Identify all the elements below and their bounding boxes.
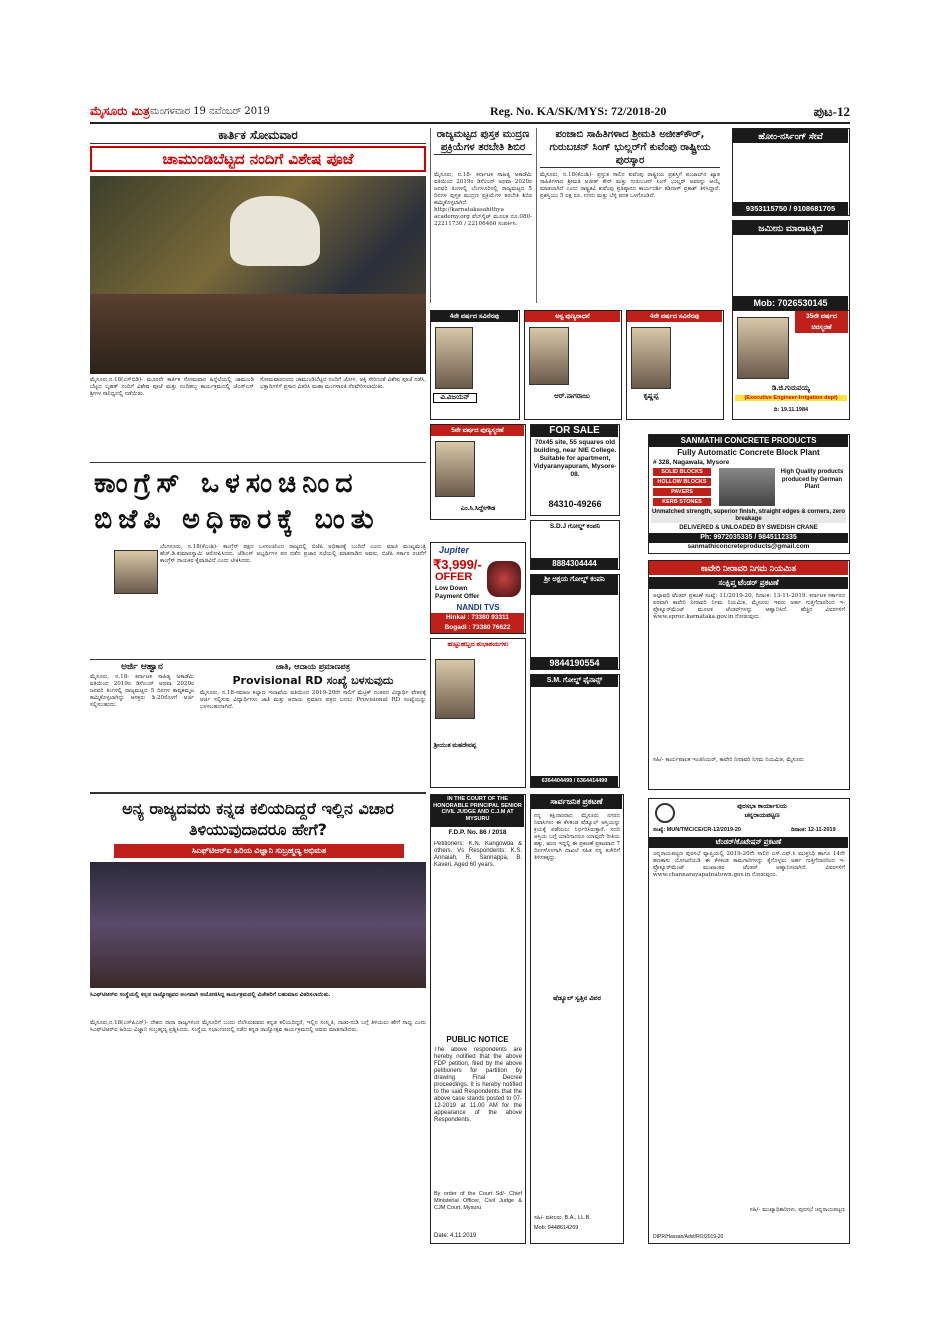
jupiter-price: ₹3,999/- [433, 557, 482, 572]
lead-body-left: ಮೈಸೂರು,ನ.18(ಎಸ್‌ಬಿಡಿ)- ಮೂರನೇ ಕಾರ್ತಿಕ ಸೋಮವಾರ ಹಿನ್ನೆಲೆಯಲ್ಲಿ ಚಾಮುಂಡಿ ಬೆಟ್ಟದ ಬೃಹತ್ ನಂದಿಗೆ ವಿಶೇಷ ಪೂಜೆ ಮತ್ತು ನಂದಿಹಬ್ಬ ಕಾರ್ಯಕ್ರಮದಲ್ಲಿ ಜೆಎಸ್‌ಎಸ್ ಶ್ರೀಗಳ ಸಾನಿಧ್ಯದಲ್ಲಿ ನಡೆಯಿತು. [90, 377, 254, 397]
memorial-designation: (Executive Engineer-Irrigation dept) [735, 395, 847, 401]
cauvery-title: ಕಾವೇರಿ ನೀರಾವರಿ ನಿಗಮ ನಿಯಮಿತ [649, 561, 848, 575]
memorial-name: ಆರ್.ನಾಗರಾಜು [554, 393, 590, 400]
jupiter-offer: OFFER [435, 571, 473, 583]
congress-body: ಬೆಂಗಳೂರು, ನ.18(ಕೆಎಂಶಿ)- ಕಾಂಗ್ರೆಸ್ ಪಕ್ಷದ ಒಳಸಂಚಿನಿಂದ ರಾಜ್ಯದಲ್ಲಿ ಬಿಜೆಪಿ ಅಧಿಕಾರಕ್ಕೆ ಬಂದಿದೆ ಎಂದು ಮಾಜಿ ಮುಖ್ಯಮಂತ್ರಿ ಹೆಚ್.ಡಿ.ಕುಮಾರಸ್ವಾಮಿ ಆರೋಪಿಸಿದರು. ಜೆಡಿಎಸ್ ಅಭ್ಯರ್ಥಿಗಳ ಪರ ನಡೆದ ಪ್ರಚಾರ ಸಭೆಯಲ್ಲಿ ಮಾತನಾಡಿದ ಅವರು, ಬಿಜೆಪಿ ಸರ್ಕಾರ ರಚನೆಗೆ ಕಾಂಗ್ರೆಸ್ ನಾಯಕರ ಕೈವಾಡವಿದೆ ಎಂದು ಟೀಕಿಸಿದರು. [160, 544, 426, 564]
akshaya-gold-phone: 9844190554 [531, 657, 618, 669]
court-notice [430, 794, 526, 1244]
public-notice-mob: Mob: 9448614269 [534, 1225, 579, 1231]
home-nursing-phone: 9353115750 / 9108681705 [733, 202, 848, 215]
sanmathi-item: KERB STONES [653, 498, 711, 506]
court-date: Date: 4.11.2019 [434, 1233, 477, 1239]
public-notice-title: ಸಾರ್ವಜನಿಕ ಪ್ರಕಟಣೆ [531, 795, 622, 809]
memorial-title: 35ನೇ ವರ್ಷದ ಚಿರಸ್ಮರಣೆ [795, 311, 848, 333]
sdj-gold-phone: 8884304444 [531, 558, 618, 569]
lead-headline: ಚಾಮುಂಡಿಬೆಟ್ಟದ ನಂದಿಗೆ ವಿಶೇಷ ಪೂಜೆ [90, 146, 426, 172]
section-rule [90, 792, 426, 794]
caste-kicker: ಜಾತಿ, ಆದಾಯ ಪ್ರಮಾಣಪತ್ರ [275, 662, 351, 671]
kannada-subhead: ಸಿಎಫ್‌ಟಿಆರ್‌ಐ ಹಿರಿಯ ವಿಜ್ಞಾನಿ ಸುಬ್ರಹ್ಮಣ್ಯ ಅಭಿಮತ [114, 844, 404, 858]
for-sale-phone: 84310-49266 [548, 499, 602, 509]
court-notice-head: PUBLIC NOTICE [446, 1035, 509, 1044]
sanmathi-tagline: Unmatched strength, superior finish, straight edges & corners, zero breakage [651, 509, 846, 522]
municipal-footer: DIPR/Hassan/Advt/RO/2019-20 [653, 1234, 724, 1240]
condolence-title: ಹುಟ್ಟುಹಬ್ಬದ ಶುಭಾಶಯಗಳು [447, 641, 509, 648]
memorial-5-ad [430, 424, 526, 520]
cauvery-tender [648, 560, 850, 790]
side-story-headline: ರಾಜ್ಯಮಟ್ಟದ ಪುಸ್ತಕ ಮುದ್ರಣ ಪ್ರಕ್ರಿಯೆಗಳ ತರಬೇತಿ ಶಿಬಿರ [434, 128, 532, 155]
cauvery-signature: ಸಹಿ/- ಕಾರ್ಯಪಾಲಕ ಇಂಜಿನಿಯರ್, ಕಾವೇರಿ ನೀರಾವರಿ ನಿಗಮ ನಿಯಮಿತ, ಮೈಸೂರು [653, 757, 804, 763]
municipal-place: ಚನ್ನರಾಯಪಟ್ಟಣ [744, 812, 780, 819]
issue-date: ಮಂಗಳವಾರ 19 ನವೆಂಬರ್ 2019 [150, 106, 270, 117]
lead-body-right: ಸೋಮವಾರದಂದು ಚಾಮುಂಡಿಬೆಟ್ಟದ ನಂದಿಗೆ ಜೋಳ, ಅಕ್ಕಿ ಸೇರಿದಂತೆ ವಿಶೇಷ ಪೂಜೆ ನಡೆಸಿ, ಭಕ್ತಾದಿಗಳಿಗೆ ಪ್ರಸಾದ ವಿತರಿಸಿ ಮಹಾ ಮಂಗಳಾರತಿ ನೆರವೇರಿಸಲಾಯಿತು. [260, 377, 426, 390]
court-signature: By order of the Court Sd/- Chief Ministerial Officer, Civil Judge & CJM Court, Mysuru [434, 1191, 522, 1211]
for-sale-body: 70x45 site, 55 squares old building, near NIE College. Suitable for apartment, Vidyaranyapuram, Mysore-08. [533, 439, 617, 478]
sanmathi-item: HOLLOW BLOCKS [653, 478, 711, 486]
condolence-portrait [435, 659, 475, 719]
land-sale-ad [732, 220, 850, 312]
column-rule [430, 128, 431, 303]
kannada-headline: ಅನ್ಯ ರಾಜ್ಯದವರು ಕನ್ನಡ ಕಲಿಯದಿದ್ದರೆ ಇಲ್ಲಿನ ವಿಚಾರ ತಿಳಿಯುವುದಾದರೂ ಹೇಗೆ? [122, 799, 394, 839]
court-case-no: F.D.P. No. 86 / 2018 [448, 829, 507, 836]
public-notice [530, 794, 624, 1244]
memorial-card-1 [430, 310, 520, 420]
blocks-image [719, 468, 775, 506]
caste-body: ಮೈಸೂರು, ನ.18-ಸಮಾಜ ಕಲ್ಯಾಣ ಇಲಾಖೆಯ ವತಿಯಿಂದ 2019-20ನೇ ಸಾಲಿಗೆ ಮೆಟ್ರಿಕ್ ನಂತರದ ವಿದ್ಯಾರ್ಥಿ ವೇತನಕ್ಕೆ ಅರ್ಜಿ ಸಲ್ಲಿಸುವ ವಿದ್ಯಾರ್ಥಿಗಳು ಜಾತಿ ಮತ್ತು ಆದಾಯ ಪ್ರಮಾಣ ಪತ್ರದ ಬದಲು Provisional RD ಸಂಖ್ಯೆಯನ್ನು ಬಳಸಬಹುದಾಗಿದೆ. [200, 690, 426, 710]
land-sale-title: ಜಮೀನು ಮಾರಾಟಕ್ಕಿದೆ [733, 221, 848, 235]
akshaya-gold-title: ಶ್ರೀ ಅಕ್ಷಯ ಗೋಲ್ಡ್ ಕಂಪನಿ [531, 575, 618, 595]
public-notice-advocate: ಸಹಿ/- ವಕೀಲರು, B.A., LL.B. [534, 1215, 591, 1221]
award-body: ಮೈಸೂರು, ನ.18(ಕೆಎಂಶಿ)- ಪ್ರಸ್ತುತ ಸಾಲಿನ ಕುವೆಂಪು ರಾಷ್ಟ್ರೀಯ ಪ್ರಶಸ್ತಿಗೆ ಪಂಜಾಬ್‌ನ ಖ್ಯಾತ ಸಾಹಿತಿಗಳಾದ ಶ್ರೀಮತಿ ಅಜೀತ್ ಕೌರ್ ಮತ್ತು ಗುರುಬಚನ್ ಸಿಂಗ್ ಭುಲ್ಲರ್ ಅವರನ್ನು ಆಯ್ಕೆ ಮಾಡಲಾಗಿದೆ ಎಂದು ರಾಷ್ಟ್ರಕವಿ ಕುವೆಂಪು ಪ್ರತಿಷ್ಠಾನದ ಕಾರ್ಯದರ್ಶಿ ಕಡಿದಾಳ್ ಪ್ರಕಾಶ್ ತಿಳಿಸಿದ್ದಾರೆ. ಪ್ರಶಸ್ತಿಯು 5 ಲಕ್ಷ ರೂ. ನಗದು ಮತ್ತು ಬೆಳ್ಳಿ ಪದಕ ಒಳಗೊಂಡಿದೆ. [540, 172, 720, 199]
memorial-card-4 [732, 310, 850, 420]
sm-gold-phone: 6364404499 / 6364414499 [531, 776, 618, 787]
municipal-tender [648, 798, 850, 1244]
scooter-image [487, 561, 521, 597]
jupiter-line2: Payment Offer [435, 593, 480, 600]
court-body: The above respondents are hereby notified that the above FDP petition, filed by the above petitioners for partition by drawing Final Decree proceedings. It is hereby notified to the said Respondents that the above case stands posted to 07-12-2019 at 11.00 AM for the appearance of the above Respondents. [434, 1047, 522, 1123]
kumaraswamy-photo [114, 550, 158, 594]
award-headline: ಪಂಜಾಬಿ ಸಾಹಿತಿಗಳಾದ ಶ್ರೀಮತಿ ಅಜೀತ್‌ಕೌರ್, ಗುರುಬಚನ್ ಸಿಂಗ್ ಭುಲ್ಲರ್‌ಗೆ ಕುವೆಂಪು ರಾಷ್ಟ್ರೀಯ ಪುರಸ್ಕಾರ [540, 128, 720, 168]
masthead [90, 104, 850, 124]
condolence-ad [430, 638, 526, 788]
home-nursing-ad [732, 128, 850, 216]
condolence-name: ಶ್ರೀಯುತ ಮಹದೇವಪ್ಪ [433, 743, 477, 749]
sanmathi-item: PAVERS [653, 488, 711, 496]
section-rule [90, 462, 426, 463]
memorial-card-3 [626, 310, 724, 420]
municipal-title: ಪುರಸಭಾ ಕಾರ್ಯಾಲಯ [737, 803, 787, 810]
public-notice-body: ನನ್ನ ಕಕ್ಷಿದಾರರಾದ ಮೈಸೂರು ನಗರದ ನಿವಾಸಿಗಳು ಈ ಕೆಳಕಂಡ ಷೆಡ್ಯೂಲ್ ಆಸ್ತಿಯನ್ನು ಕ್ರಯಕ್ಕೆ ಪಡೆಯಲು ನಿರ್ಧರಿಸಿರುತ್ತಾರೆ. ಸದರಿ ಆಸ್ತಿಯ ಬಗ್ಗೆ ಯಾರಿಗಾದರೂ ಯಾವುದೇ ರೀತಿಯ ಹಕ್ಕು, ಋಣ ಇದ್ದಲ್ಲಿ ಈ ಪ್ರಕಟಣೆ ಪ್ರಕಟವಾದ 7 ದಿನಗಳೊಳಗಾಗಿ ದಾಖಲೆ ಸಹಿತ ನನ್ನ ಕಚೇರಿಗೆ ತಿಳಿಸತಕ್ಕದ್ದು. [534, 813, 620, 861]
municipal-heading: ಟೆಂಡರ್/ಕೊಟೇಷನ್ ಪ್ರಕಟಣೆ [649, 837, 848, 848]
sanmathi-delivery: DELIVERED & UNLOADED BY SWEDISH CRANE [679, 525, 818, 531]
jupiter-phone2: Bogadi : 73380 76622 [431, 623, 524, 633]
sanmathi-address: # 328, Nagawala, Mysore [653, 459, 730, 466]
congress-headline: ಕಾಂಗ್ರೆಸ್ ಒಳಸಂಚಿನಿಂದ ಬಿಜೆಪಿ ಅಧಿಕಾರಕ್ಕೆ ಬಂತು [94, 468, 380, 535]
court-title: IN THE COURT OF THE HONORABLE PRINCIPAL SENIOR CIVIL JUDGE AND C.J.M AT MYSURU [431, 795, 524, 827]
municipal-date: ದಿನಾಂಕ: 12-11-2019 [791, 827, 836, 833]
home-nursing-text [736, 146, 846, 190]
sdj-gold-ad [530, 520, 620, 570]
memorial-title: 4ನೇ ವರ್ಷದ ಸವಿನೆನಪು [627, 311, 722, 322]
kannada-caption: ಸಿಎಫ್‌ಟಿಆರ್‌ಐ ಸಂಸ್ಥೆಯಲ್ಲಿ ಕನ್ನಡ ರಾಜ್ಯೋತ್ಸವದ ಅಂಗವಾಗಿ ಆಯೋಜಿಸಿದ್ದ ಕಾರ್ಯಕ್ರಮದಲ್ಲಿ ವಿಜೇತರಿಗೆ ಬಹುಮಾನ ವಿತರಿಸಲಾಯಿತು. [90, 992, 331, 998]
memorial-title: ಅಸ್ಟ ಪುಣ್ಯರಾಧನೆ [525, 311, 620, 322]
registration-number: Reg. No. KA/SK/MYS: 72/2018-20 [490, 104, 667, 118]
sanmathi-item: SOLID BLOCKS [653, 468, 711, 476]
memorial-5-name: ಎಂ.ಸಿ.ಸಿದ್ದೇಗೌಡ [460, 505, 496, 512]
cauvery-subtitle: ಸಂಕ್ಷಿಪ್ತ ಟೆಂಡರ್ ಪ್ರಕಟಣೆ [649, 577, 848, 589]
brand-name: ಮೈಸೂರು ಮಿತ್ರ [90, 104, 150, 118]
memorial-title: 4ನೇ ವರ್ಷದ ಸವಿನೆನಪು [431, 311, 518, 322]
memorial-name: ಕೃಷ್ಣಪ್ಪ [643, 393, 659, 400]
sanmathi-quality: High Quality products produced by German Plant [780, 469, 844, 490]
nandi-statue-shape [230, 196, 320, 266]
sanmathi-phone: Ph: 9972035335 / 9845112335 [649, 533, 848, 543]
jupiter-model: Jupiter [439, 545, 470, 555]
application-body: ಮೈಸೂರು, ನ.18- ಕರ್ನಾಟಕ ಸಾಹಿತ್ಯ ಅಕಾಡೆಮಿ ವತಿಯಿಂದ 2019ರ ಡಿಸೆಂಬರ್ ಅಥವಾ 2020ರ ಜನವರಿ ತಿಂಗಳಲ್ಲಿ ರಾಜ್ಯಮಟ್ಟದ 5 ದಿನಗಳ ಕಾವ್ಯಕಮ್ಮಟ ಹಮ್ಮಿಕೊಳ್ಳಲಾಗಿದ್ದು ಆಸಕ್ತರು ಡಿ.20ರೊಳಗೆ ಅರ್ಜಿ ಸಲ್ಲಿಸಬಹುದು. [90, 674, 194, 708]
side-story-body: ಮೈಸೂರು, ನ.18- ಕರ್ನಾಟಕ ಸಾಹಿತ್ಯ ಅಕಾಡೆಮಿ ವತಿಯಿಂದ 2019ರ ಡಿಸೆಂಬರ್ ಅಥವಾ 2020ರ ಜನವರಿ ತಿಂಗಳಲ್ಲಿ ಬೆಂಗಳೂರಿನಲ್ಲಿ ರಾಜ್ಯಮಟ್ಟದ 5 ದಿನಗಳ ಪುಸ್ತಕ ಮುದ್ರಣ ಪ್ರಕ್ರಿಯೆಗಳ ತರಬೇತಿ ಶಿಬಿರ ಹಮ್ಮಿಕೊಳ್ಳಲಾಗಿದೆ. http://karnatakasahithya academy.org ವೆಬ್‌ಸೈಟ್ ಮೂಲಕ ದೂ.080-22211730 / 22106460 ಸಂಪರ್ಕಿಸಿ. [434, 172, 532, 227]
municipal-ref: ಸಂಖ್ಯೆ: MUN/TMC/CE/CR-12/2019-20 [653, 827, 741, 833]
newspaper-page [90, 104, 850, 1244]
sm-gold-ad [530, 674, 620, 788]
application-headline: ಅರ್ಜಿ ಆಹ್ವಾನ [121, 662, 163, 672]
caste-headline: Provisional RD ಸಂಖ್ಯೆ ಬಳಸುವುದು [232, 674, 394, 687]
jupiter-ad [430, 542, 526, 634]
column-rule [536, 128, 537, 303]
municipal-body: ಚನ್ನರಾಯಪಟ್ಟಣ ಪುರಸಭೆ ವ್ಯಾಪ್ತಿಯಲ್ಲಿ 2019-20ನೇ ಸಾಲಿನ ಎಸ್.ಎಫ್.ಸಿ ಮುಕ್ತನಿಧಿ ಹಾಗೂ 14ನೇ ಹಣಕಾಸು ಯೋಜನೆಯಡಿ ಈ ಕೆಳಕಂಡ ಕಾಮಗಾರಿಗಳನ್ನು ಕೈಗೊಳ್ಳಲು ಅರ್ಹ ಗುತ್ತಿಗೆದಾರರಿಂದ ಇ-ಪ್ರೊಕ್ಯೂರ್‌ಮೆಂಟ್ ಮುಖಾಂತರ ಟೆಂಡರ್ ಆಹ್ವಾನಿಸಲಾಗಿದೆ. ವಿವರಗಳಿಗೆ www.channarayapatnatown.gov.in ನೋಡುವುದು. [653, 851, 845, 878]
jupiter-dealer: NANDI TVS [456, 603, 500, 612]
for-sale-title: FOR SALE [531, 425, 618, 437]
memorial-portrait [529, 327, 569, 385]
land-sale-phone: Mob: 7026530145 [733, 296, 848, 311]
government-seal-icon [655, 803, 675, 823]
memorial-date: ದಿ: 19.11.1984 [773, 407, 809, 413]
ceremony-photo [90, 862, 426, 988]
public-notice-schedule-head: ಷೆಡ್ಯೂಲ್ ಸ್ವತ್ತಿನ ವಿವರ [553, 995, 601, 1002]
akshaya-gold-ad [530, 574, 620, 670]
page-number: ಪುಟ-12 [813, 104, 850, 119]
for-sale-ad [530, 424, 620, 516]
memorial-portrait [435, 441, 475, 497]
memorial-portrait [737, 317, 789, 379]
lead-kicker: ಕಾರ್ತಿಕ ಸೋಮವಾರ [90, 128, 426, 144]
jupiter-line1: Low Down [435, 585, 468, 592]
memorial-portrait [435, 327, 473, 389]
municipal-signature: ಸಹಿ/- ಮುಖ್ಯಾಧಿಕಾರಿಗಳು, ಪುರಸಭೆ ಚನ್ನರಾಯಪಟ್ಟಣ [749, 1207, 845, 1213]
crowd-shape [90, 294, 426, 374]
memorial-name: ವಿ.ವಿಜಯನ್ [433, 393, 477, 403]
sanmathi-title: SANMATHI CONCRETE PRODUCTS [649, 435, 848, 447]
kannada-body: ಮೈಸೂರು,ನ.18(ಎಸ್‌ಪಿಎನ್)- ದೇಶದ ನಾನಾ ರಾಜ್ಯಗಳಿಂದ ಮೈಸೂರಿಗೆ ಬಂದು ನೆಲೆಸಿರುವವರು ಕನ್ನಡ ಕಲಿಯದಿದ್ದರೆ, ಇಲ್ಲಿನ ಸಂಸ್ಕೃತಿ, ನಾಡು-ನುಡಿ ಬಗ್ಗೆ ತಿಳಿಯಲು ಹೇಗೆ ಸಾಧ್ಯ ಎಂದು ಸಿಎಫ್‌ಟಿಆರ್‌ಐ ಹಿರಿಯ ವಿಜ್ಞಾನಿ ಸುಬ್ರಹ್ಮಣ್ಯ ಪ್ರಶ್ನಿಸಿದರು. ಸಂಸ್ಥೆಯ ಸಭಾಂಗಣದಲ್ಲಿ ನಡೆದ ಕನ್ನಡ ರಾಜ್ಯೋತ್ಸವ ಕಾರ್ಯಕ್ರಮದಲ್ಲಿ ಅವರು ಮಾತನಾಡಿದರು. [90, 1020, 426, 1033]
memorial-portrait [631, 327, 671, 389]
memorial-name: ಡಿ.ಜಿ.ಗುರುವಯ್ಯ [772, 385, 810, 392]
sanmathi-subtitle: Fully Automatic Concrete Block Plant [677, 448, 820, 457]
sdj-gold-title: S.D.J ಗೋಲ್ಡ್ ಕಂಪನಿ [549, 523, 601, 530]
home-nursing-title: ಹೋಂ-ನರ್ಸಿಂಗ್ ಸೇವೆ [733, 129, 848, 143]
memorial-5-title: 5ನೇ ವರ್ಷದ ಪುಣ್ಯಸ್ಮರಣೆ [431, 425, 524, 436]
section-rule [90, 659, 426, 660]
cauvery-body: ಅಲ್ಪಾವಧಿ ಟೆಂಡರ್ ಪ್ರಕಟಣೆ ಸಂಖ್ಯೆ: 11/2019-20, ದಿನಾಂಕ: 13-11-2019. ಕರ್ನಾಟಕ ಸರ್ಕಾರದ ಪರವಾಗಿ ಕಾವೇರಿ ನೀರಾವರಿ ನಿಗಮ ನಿಯಮಿತ, ಮೈಸೂರು ಇವರು ಅರ್ಹ ಗುತ್ತಿಗೆದಾರರಿಂದ ಇ-ಪ್ರೊಕ್ಯೂರ್‌ಮೆಂಟ್ ಮೂಲಕ ಟೆಂಡರ್‌ಗಳನ್ನು ಆಹ್ವಾನಿಸಿದೆ. ಹೆಚ್ಚಿನ ವಿವರಗಳಿಗೆ www.eproc.karnataka.gov.in ನೋಡುವುದು. [653, 593, 845, 620]
sm-gold-title: S.M. ಗೋಲ್ಡ್ ಫೈನಾನ್ಸ್ [531, 675, 618, 687]
memorial-card-2 [524, 310, 622, 420]
jupiter-phone1: Hinkal : 73380 93311 [431, 613, 524, 623]
nandi-photo [90, 176, 426, 374]
sanmathi-email: sanmathiconcreteproducts@gmail.com [687, 543, 810, 550]
sanmathi-ad [648, 434, 850, 554]
court-parties: Petitioners: K.N. Karigowda & others. Vs Respondents: K.S. Annaiah, R. Sannappa, B. Kaveri, Aged 60 years. [434, 841, 522, 868]
